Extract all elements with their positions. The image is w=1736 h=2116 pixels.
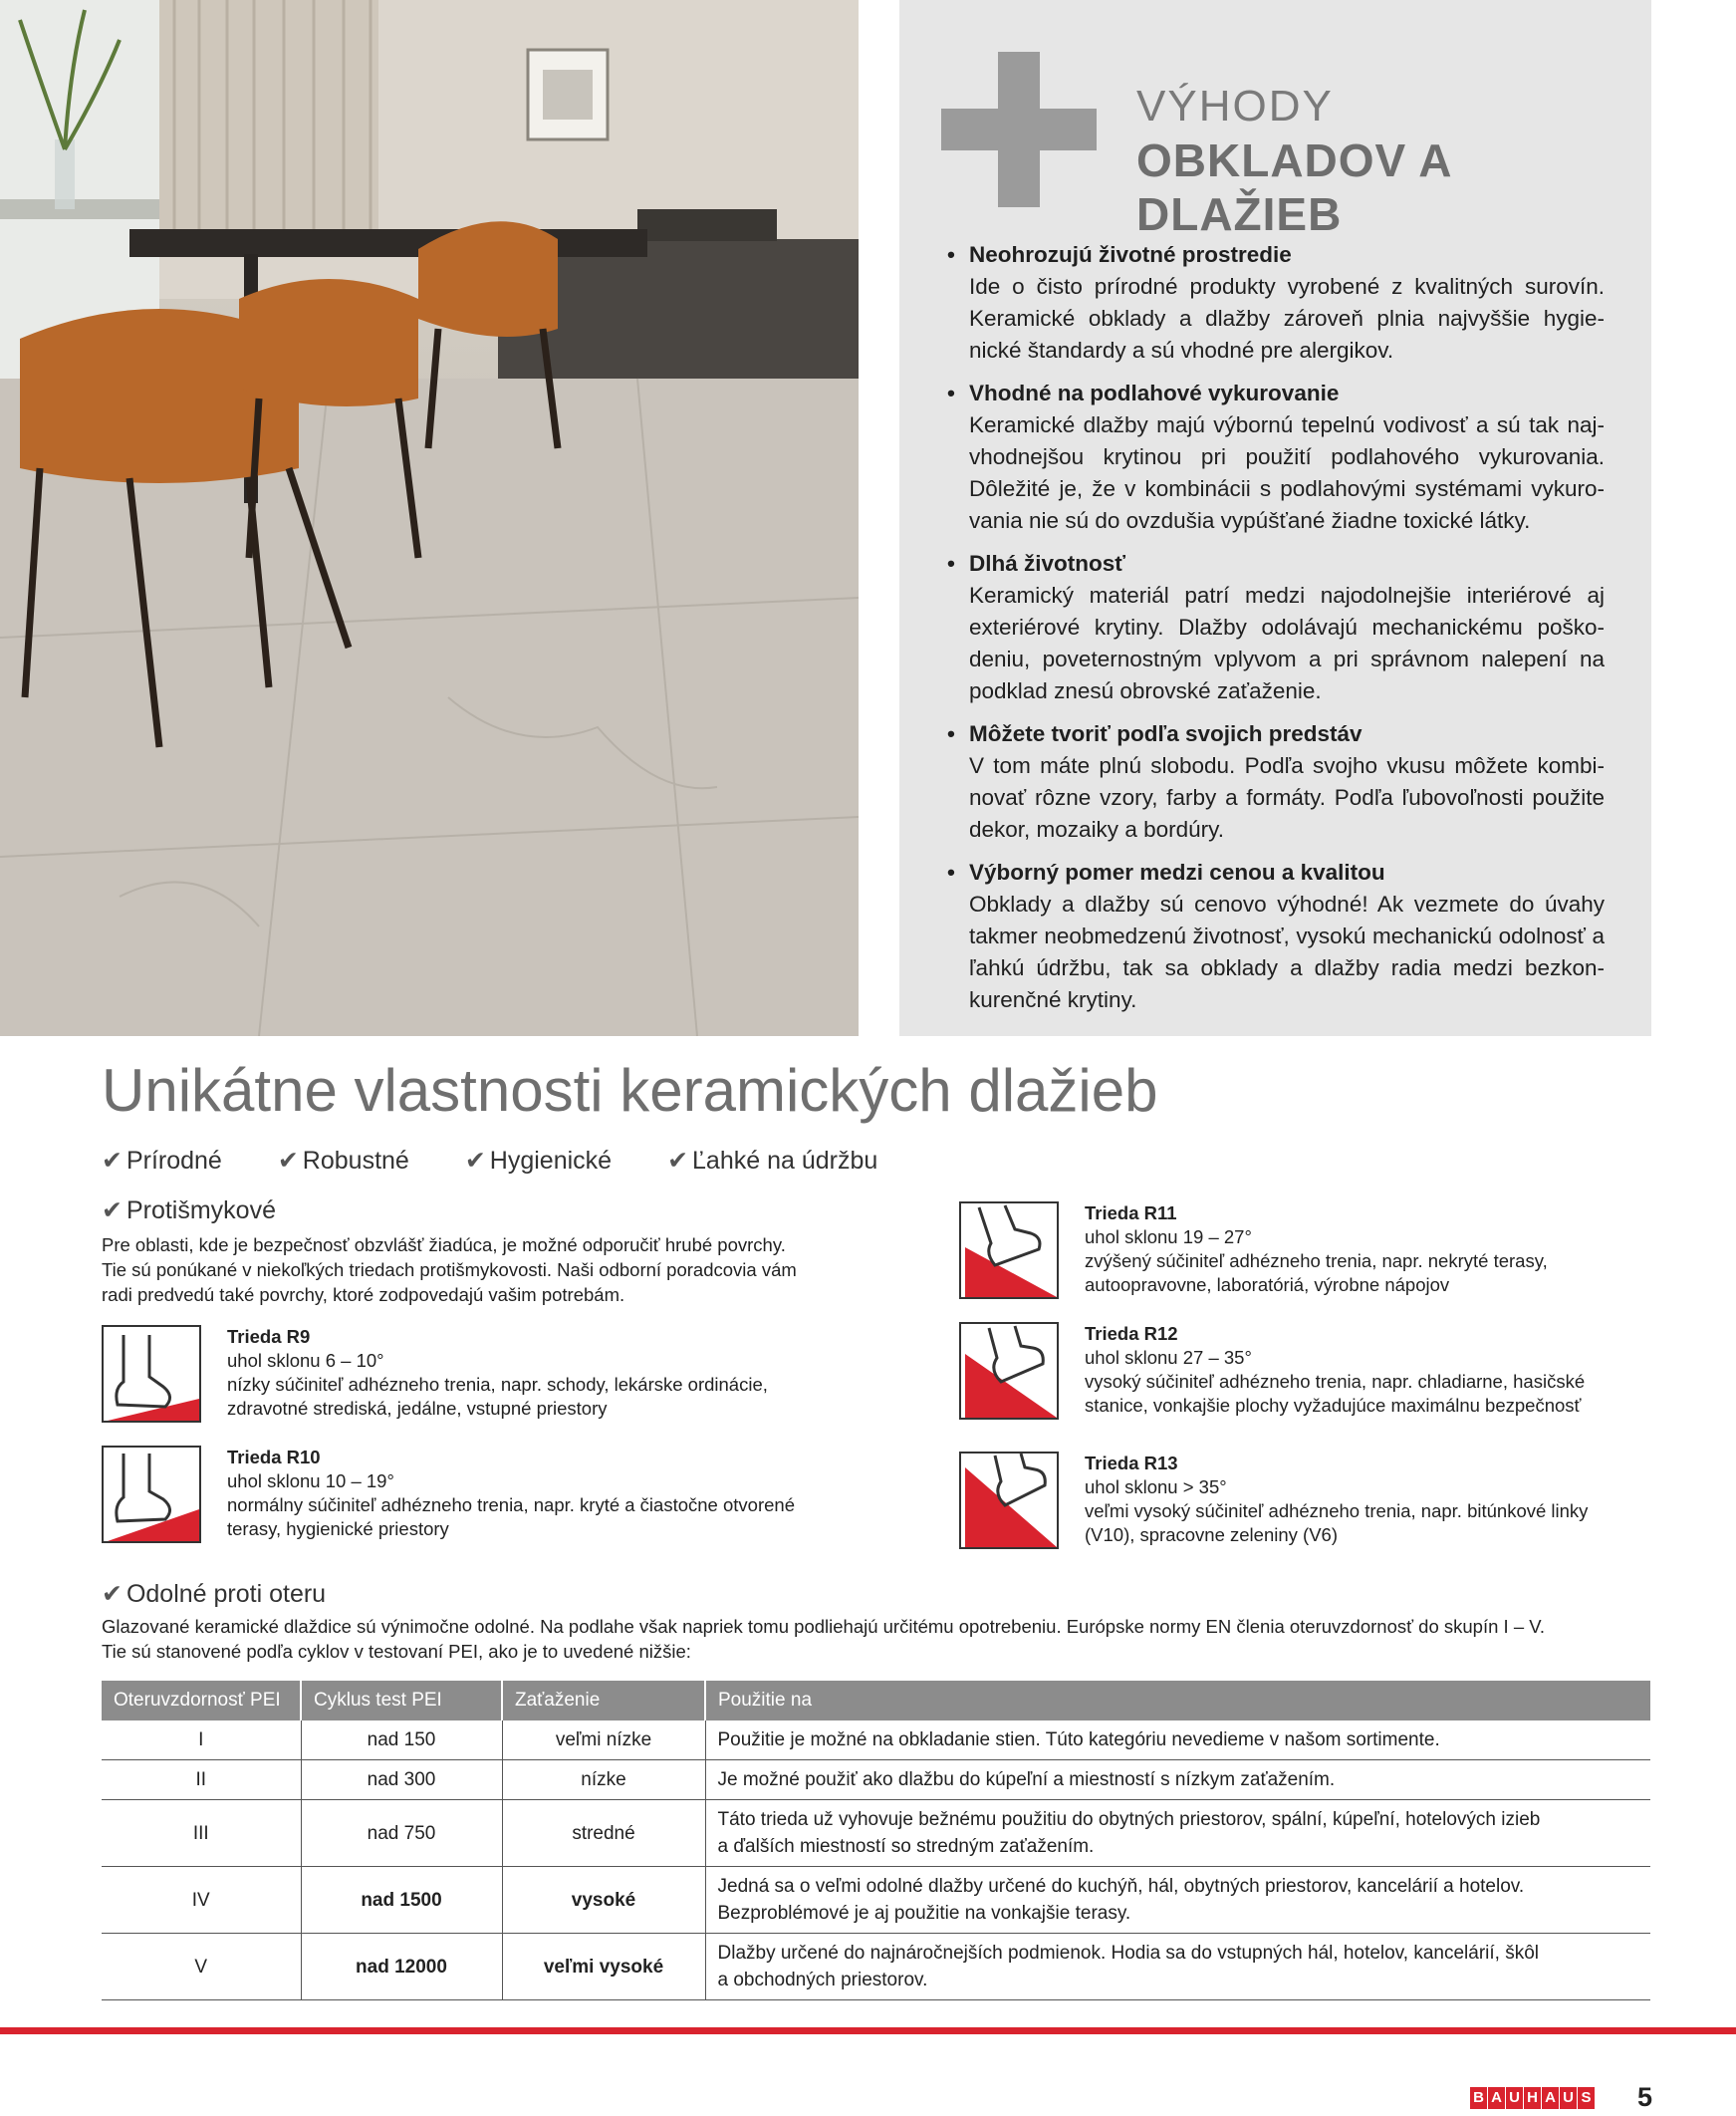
- slip-class-name: Trieda R9: [227, 1326, 311, 1347]
- feature-item: [667, 1146, 877, 1176]
- logo-letter: U: [1560, 2087, 1577, 2109]
- benefit-heading: • Vhodné na podlahové vykurovanie: [969, 381, 1340, 405]
- abrasion-line: Tie sú stanovené podľa cyklov v testovaní PEI, ako je to uvedené nižšie:: [102, 1641, 691, 1662]
- pei-cell: V: [102, 1934, 301, 2000]
- benefit-text: V tom máte plnú slobodu. Podľa svojho vkusu môžete kombi- novať rôzne vzory, farby a formáty. Podľa ľubovoľnosti použite dekor, mozaiky a bordúry.: [969, 753, 1605, 842]
- pei-cell: III: [102, 1800, 301, 1867]
- slip-ramp-icon: [959, 1322, 1059, 1420]
- benefit-item: [947, 548, 1605, 707]
- use-cell: [705, 1800, 1650, 1867]
- feature-item: [102, 1146, 222, 1176]
- abrasion-heading: [102, 1579, 326, 1609]
- slip-class-text: [227, 1325, 768, 1421]
- slip-class-desc: zdravotné strediská, jedálne, vstupné priestory: [227, 1398, 608, 1419]
- feature-label: Prírodné: [125, 1147, 222, 1175]
- slip-ramp-icon: [102, 1446, 201, 1543]
- antislip-line: Tie sú ponúkané v niekoľkých triedach protišmykovosti. Naši odborní poradcovia vám: [102, 1259, 797, 1280]
- antislip-line: Pre oblasti, kde je bezpečnosť obzvlášť žiadúca, je možné odporučiť hrubé povrchy.: [102, 1234, 786, 1255]
- benefit-text: Ide o čisto prírodné produkty vyrobené z kvalitných surovín. Keramické obklady a dlažby zároveň plnia najvyššie hygie- nické štandardy a sú vhodné pre alergikov.: [969, 274, 1605, 363]
- feature-item: [465, 1146, 612, 1176]
- table-header-row: [102, 1681, 1650, 1720]
- use-line: Táto trieda už vyhovuje bežnému použitiu do obytných priestorov, spální, kúpeľní, hotelových izieb: [717, 1809, 1541, 1830]
- slip-ramp-icon: [959, 1452, 1059, 1549]
- table-row: [102, 1800, 1650, 1867]
- slip-class-angle: uhol sklonu 19 – 27°: [1085, 1226, 1252, 1247]
- logo-letter: H: [1524, 2087, 1541, 2109]
- slip-class-angle: uhol sklonu 10 – 19°: [227, 1470, 394, 1491]
- check-icon: ✔: [667, 1147, 689, 1175]
- slip-class-desc: veľmi vysoký súčiniteľ adhézneho trenia, napr. bitúnkové linky: [1085, 1500, 1589, 1521]
- slip-class-r12: [959, 1322, 1736, 1426]
- benefit-item: [947, 378, 1605, 537]
- page-number: 5: [1637, 2082, 1653, 2112]
- cycle-cell: nad 750: [301, 1800, 502, 1867]
- use-line: Dlažby určené do najnáročnejších podmienok. Hodia sa do vstupných hál, hotelov, kancelárií, škôl: [717, 1943, 1540, 1964]
- benefit-item: [947, 239, 1605, 367]
- column-header: Použitie na: [705, 1681, 1650, 1720]
- section-title: Unikátne vlastnosti keramických dlažieb: [102, 1057, 1158, 1124]
- slip-ramp-icon: [959, 1201, 1059, 1299]
- slip-class-text: [1085, 1452, 1588, 1547]
- logo-letter: A: [1542, 2087, 1559, 2109]
- slip-class-desc: vysoký súčiniteľ adhézneho trenia, napr. chladiarne, hasičské: [1085, 1371, 1586, 1392]
- dining-room-illustration: [0, 0, 859, 1036]
- pei-cell: II: [102, 1760, 301, 1800]
- benefit-heading: • Výborný pomer medzi cenou a kvalitou: [969, 860, 1385, 885]
- antislip-paragraph: [102, 1232, 859, 1307]
- use-line: Použitie je možné na obkladanie stien. Túto kategóriu nevedieme v našom sortimente.: [717, 1729, 1440, 1750]
- slip-class-name: Trieda R10: [227, 1447, 321, 1467]
- logo-letter: U: [1506, 2087, 1523, 2109]
- slip-ramp-icon: [102, 1325, 201, 1423]
- antislip-heading-label: Protišmykové: [125, 1196, 276, 1224]
- use-line: Je možné použiť ako dlažbu do kúpeľní a miestností s nízkym zaťažením.: [717, 1769, 1336, 1790]
- table-row: [102, 1867, 1650, 1934]
- column-header: Oteruvzdornosť PEI: [102, 1681, 301, 1720]
- slip-class-r10: [102, 1446, 878, 1549]
- use-cell: [705, 1934, 1650, 2000]
- slip-class-text: [227, 1446, 795, 1541]
- cycle-cell: nad 12000: [301, 1934, 502, 2000]
- table-row: [102, 1760, 1650, 1800]
- slip-class-name: Trieda R11: [1085, 1202, 1177, 1223]
- benefits-panel: [899, 0, 1651, 1036]
- plus-icon: [941, 52, 1097, 207]
- bauhaus-logo[interactable]: [1470, 2087, 1596, 2109]
- logo-letter: B: [1470, 2087, 1487, 2109]
- footer-rule: [0, 2027, 1736, 2034]
- slip-class-desc: (V10), spracovne zeleniny (V6): [1085, 1524, 1338, 1545]
- antislip-heading: [102, 1195, 276, 1225]
- use-line: Bezproblémové je aj použitie na vonkajšie terasy.: [717, 1903, 1131, 1924]
- check-icon: ✔: [102, 1580, 123, 1608]
- slip-class-desc: autoopravovne, laboratóriá, výrobne nápojov: [1085, 1274, 1450, 1295]
- load-cell: vysoké: [502, 1867, 705, 1934]
- feature-label: Hygienické: [489, 1147, 613, 1175]
- pei-cell: I: [102, 1720, 301, 1760]
- check-icon: ✔: [102, 1147, 123, 1175]
- slip-class-angle: uhol sklonu 27 – 35°: [1085, 1347, 1252, 1368]
- benefit-text: Keramické dlažby majú výbornú tepelnú vodivosť a sú tak naj- vhodnejšou krytinou pri použití podlahového vykurovania. Dôležité je, že v kombinácii s podlahovými systémami vykuro- vania nie sú do ovzdušia vypúšťané žiadne toxické látky.: [969, 412, 1605, 533]
- abrasion-heading-label: Odolné proti oteru: [125, 1580, 327, 1608]
- benefit-heading: • Môžete tvoriť podľa svojich predstáv: [969, 721, 1363, 746]
- benefit-item: [947, 718, 1605, 846]
- pei-cell: IV: [102, 1867, 301, 1934]
- check-icon: ✔: [277, 1147, 299, 1175]
- use-cell: [705, 1720, 1650, 1760]
- benefit-item: [947, 857, 1605, 1016]
- slip-class-r9: [102, 1325, 878, 1429]
- slip-class-desc: zvýšený súčiniteľ adhézneho trenia, napr. nekryté terasy,: [1085, 1250, 1548, 1271]
- abrasion-line: Glazované keramické dlaždice sú výnimočne odolné. Na podlahe však napriek tomu podliehajú určitému opotrebeniu. Európske normy EN členia oteruvzdornosť do skupín I – V.: [102, 1616, 1546, 1637]
- logo-letter: A: [1488, 2087, 1505, 2109]
- load-cell: veľmi nízke: [502, 1720, 705, 1760]
- cycle-cell: nad 300: [301, 1760, 502, 1800]
- use-cell: [705, 1867, 1650, 1934]
- check-icon: ✔: [464, 1147, 486, 1175]
- logo-letter: S: [1578, 2087, 1595, 2109]
- antislip-line: radi predvedú také povrchy, ktoré zodpovedajú vašim potrebám.: [102, 1284, 625, 1305]
- benefit-text: Obklady a dlažby sú cenovo výhodné! Ak vezmete do úvahy takmer neobmedzenú životnosť, vysokú mechanickú odolnosť a ľahkú údržbu, tak sa obklady a dlažby radia medzi bezkon- kurenčné krytiny.: [969, 892, 1605, 1012]
- slip-class-desc: terasy, hygienické priestory: [227, 1518, 449, 1539]
- slip-class-text: [1085, 1201, 1548, 1297]
- load-cell: nízke: [502, 1760, 705, 1800]
- abrasion-paragraph: [102, 1614, 1655, 1664]
- pei-table: [102, 1681, 1650, 2000]
- table-row: [102, 1934, 1650, 2000]
- slip-class-angle: uhol sklonu 6 – 10°: [227, 1350, 384, 1371]
- use-line: Jedná sa o veľmi odolné dlažby určené do kuchýň, hál, obytných priestorov, kancelárií a hotelov.: [717, 1876, 1525, 1897]
- benefit-heading: • Neohrozujú životné prostredie: [969, 242, 1292, 267]
- benefits-title-light: VÝHODY: [1136, 82, 1334, 131]
- slip-class-text: [1085, 1322, 1585, 1418]
- benefits-list: [947, 239, 1605, 1027]
- benefit-text: Keramický materiál patrí medzi najodolnejšie interiérové aj exteriérové krytiny. Dlažby odolávajú mechanickému poško- deniu, poveternostným vplyvom a pri správnom nalepení na podklad znesú obrovské zaťaženie.: [969, 583, 1605, 703]
- slip-class-name: Trieda R12: [1085, 1323, 1178, 1344]
- use-cell: [705, 1760, 1650, 1800]
- use-line: a obchodných priestorov.: [717, 1970, 928, 1990]
- column-header: Zaťaženie: [502, 1681, 705, 1720]
- feature-item: [278, 1146, 409, 1176]
- interior-photo: [0, 0, 859, 1036]
- slip-class-desc: nízky súčiniteľ adhézneho trenia, napr. schody, lekárske ordinácie,: [227, 1374, 768, 1395]
- cycle-cell: nad 1500: [301, 1867, 502, 1934]
- load-cell: veľmi vysoké: [502, 1934, 705, 2000]
- slip-class-r11: [959, 1201, 1736, 1305]
- benefits-title-bold: OBKLADOV A DLAŽIEB: [1136, 134, 1451, 240]
- feature-list: [102, 1146, 933, 1176]
- feature-label: Robustné: [302, 1147, 409, 1175]
- feature-label: Ľahké na údržbu: [692, 1147, 878, 1175]
- load-cell: stredné: [502, 1800, 705, 1867]
- slip-class-angle: uhol sklonu > 35°: [1085, 1476, 1227, 1497]
- table-row: [102, 1720, 1650, 1760]
- slip-class-name: Trieda R13: [1085, 1453, 1178, 1473]
- slip-class-r13: [959, 1452, 1736, 1555]
- slip-class-desc: normálny súčiniteľ adhézneho trenia, napr. kryté a čiastočne otvorené: [227, 1494, 795, 1515]
- slip-class-desc: stanice, vonkajšie plochy vyžadujúce maximálnu bezpečnosť: [1085, 1395, 1582, 1416]
- column-header: Cyklus test PEI: [301, 1681, 502, 1720]
- cycle-cell: nad 150: [301, 1720, 502, 1760]
- check-icon: ✔: [102, 1196, 123, 1224]
- benefit-heading: • Dlhá životnosť: [969, 551, 1126, 576]
- use-line: a ďalších miestností so stredným zaťažením.: [717, 1836, 1095, 1857]
